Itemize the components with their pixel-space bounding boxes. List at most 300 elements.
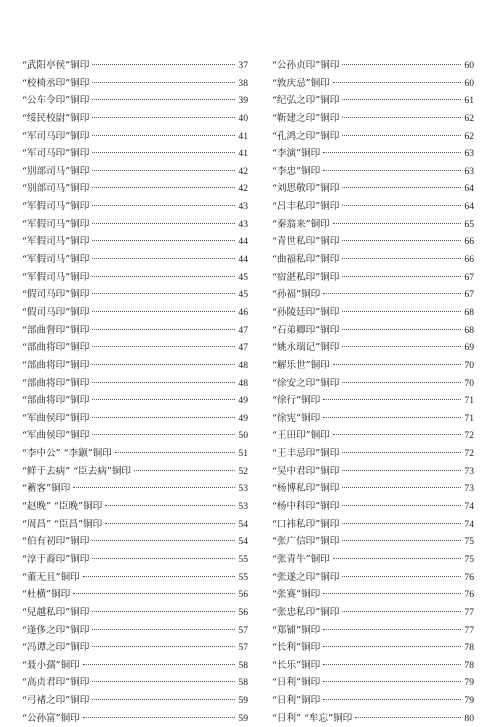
toc-entry-page: 63: [464, 148, 474, 160]
dot-leader: [92, 64, 235, 65]
toc-entry-title: “王田印”铜印: [272, 430, 330, 442]
dot-leader: [342, 64, 461, 65]
toc-entry-page: 61: [464, 95, 474, 107]
dot-leader: [92, 135, 235, 136]
toc-entry-title: “高贞君印”铜印: [22, 677, 90, 689]
dot-leader: [92, 382, 235, 383]
toc-entry-page: 75: [464, 536, 474, 548]
dot-leader: [323, 681, 461, 682]
toc-entry-title: “部曲督印”铜印: [22, 324, 90, 336]
toc-entry-title: “部曲将印”铜印: [22, 377, 90, 389]
toc-entry-title: “长利”铜印: [272, 642, 321, 654]
toc-entry-page: 54: [238, 518, 248, 530]
toc-entry: [272, 480, 474, 498]
toc-entry-page: 56: [238, 589, 248, 601]
toc-entry-page: 77: [464, 624, 474, 636]
dot-leader: [92, 152, 235, 153]
toc-entry-title: “弓褚之印”铜印: [22, 695, 90, 707]
toc-entry-title: “王丰忌印”铜印: [272, 448, 340, 460]
dot-leader: [115, 452, 236, 453]
toc-entry: [272, 445, 474, 463]
toc-entry-title: “公孙贞印”铜印: [272, 60, 340, 71]
dot-leader: [92, 364, 235, 365]
toc-entry: [22, 445, 248, 463]
toc-entry-title: “赵晚” “臣晚”铜印: [22, 501, 103, 513]
dot-leader: [92, 205, 235, 206]
dot-leader: [92, 434, 235, 435]
dot-leader: [333, 434, 462, 435]
toc-entry-page: 40: [238, 112, 248, 124]
toc-entry: [272, 692, 474, 710]
toc-entry: [22, 639, 248, 657]
toc-entry: [22, 322, 248, 340]
toc-entry: [22, 286, 248, 304]
toc-entry-page: 48: [238, 359, 248, 371]
toc-entry: [272, 233, 474, 251]
toc-entry-title: “假司马印”铜印: [22, 289, 90, 301]
toc-entry: [272, 339, 474, 357]
toc-entry: [272, 392, 474, 410]
toc-entry-title: “徐安之印”铜印: [272, 377, 340, 389]
toc-entry-page: 57: [238, 624, 248, 636]
dot-leader: [105, 505, 235, 506]
dot-leader: [342, 576, 461, 577]
toc-entry-title: “聂小孺”铜印: [22, 659, 80, 671]
toc-entry: [22, 145, 248, 163]
toc-entry-page: 74: [464, 501, 474, 513]
toc-entry: [272, 622, 474, 640]
toc-entry: [272, 463, 474, 481]
toc-entry-page: 53: [238, 501, 248, 513]
toc-entry-title: “曲福私印”铜印: [272, 254, 340, 266]
dot-leader: [92, 646, 235, 647]
toc-entry: [272, 533, 474, 551]
toc-entry-title: “军司马印”铜印: [22, 130, 90, 142]
dot-leader: [92, 399, 235, 400]
toc-entry-page: 73: [464, 483, 474, 495]
toc-entry-title: “逢侈之印”铜印: [22, 624, 90, 636]
toc-entry-title: “口祎私印”铜印: [272, 518, 340, 530]
toc-entry-page: 42: [238, 183, 248, 195]
toc-entry-page: 37: [238, 60, 248, 71]
toc-entry: [22, 551, 248, 569]
toc-entry-title: “孙陵廷印”铜印: [272, 306, 340, 318]
toc-entry-page: 62: [464, 112, 474, 124]
toc-entry-page: 49: [238, 412, 248, 424]
toc-entry-page: 66: [464, 254, 474, 266]
toc-entry-page: 43: [238, 201, 248, 213]
toc-entry-page: 73: [464, 465, 474, 477]
toc-entry-page: 59: [238, 712, 248, 724]
toc-entry-title: “孔鸿之印”铜印: [272, 130, 340, 142]
toc-entry: [272, 145, 474, 163]
toc-entry-title: “日利”铜印: [272, 677, 321, 689]
toc-entry: [272, 410, 474, 428]
toc-entry-title: “鲜于去病” “臣去病”铜印: [22, 465, 132, 477]
toc-entry-title: “李演”铜印: [272, 148, 321, 160]
toc-entry: [272, 251, 474, 269]
toc-column-right: [272, 57, 474, 727]
toc-entry-page: 74: [464, 518, 474, 530]
toc-entry: [272, 216, 474, 234]
toc-entry-title: “周昌” “臣昌”铜印: [22, 518, 103, 530]
dot-leader: [342, 452, 461, 453]
toc-entry: [22, 692, 248, 710]
toc-entry-title: “徐宪”铜印: [272, 412, 321, 424]
toc-entry: [272, 427, 474, 445]
toc-entry-page: 49: [238, 395, 248, 407]
dot-leader: [323, 699, 461, 700]
dot-leader: [92, 681, 235, 682]
toc-entry: [22, 75, 248, 93]
toc-entry-page: 41: [238, 148, 248, 160]
toc-entry-title: “军假司马”铜印: [22, 254, 90, 266]
dot-leader: [342, 135, 461, 136]
toc-entry: [22, 604, 248, 622]
dot-leader: [342, 205, 461, 206]
dot-leader: [92, 240, 235, 241]
toc-entry-title: “徐行”铜印: [272, 395, 321, 407]
toc-entry-title: “解乐世”铜印: [272, 359, 330, 371]
toc-entry: [272, 75, 474, 93]
toc-entry-title: “张遂之印”铜印: [272, 571, 340, 583]
toc-entry: [22, 304, 248, 322]
dot-leader: [73, 487, 235, 488]
toc-entry-title: “别部司马”铜印: [22, 183, 90, 195]
toc-entry-title: “青世私印”铜印: [272, 236, 340, 248]
toc-entry: [22, 216, 248, 234]
dot-leader: [323, 293, 461, 294]
toc-entry-title: “日利”铜印: [272, 695, 321, 707]
dot-leader: [92, 117, 235, 118]
toc-entry-page: 45: [238, 271, 248, 283]
dot-leader: [323, 664, 461, 665]
toc-entry-page: 44: [238, 236, 248, 248]
toc-entry-title: “孙福”铜印: [272, 289, 321, 301]
toc-entry-page: 64: [464, 201, 474, 213]
toc-entry-page: 60: [464, 60, 474, 71]
toc-entry: [22, 480, 248, 498]
toc-entry-page: 42: [238, 165, 248, 177]
dot-leader: [342, 540, 461, 541]
dot-leader: [333, 223, 462, 224]
toc-entry-page: 68: [464, 324, 474, 336]
toc-entry: [272, 551, 474, 569]
toc-entry-page: 69: [464, 342, 474, 354]
dot-leader: [92, 99, 235, 100]
toc-entry: [22, 198, 248, 216]
dot-leader: [342, 329, 461, 330]
toc-entry-page: 67: [464, 289, 474, 301]
toc-entry-page: 70: [464, 377, 474, 389]
toc-entry-page: 76: [464, 589, 474, 601]
dot-leader: [333, 82, 462, 83]
dot-leader: [342, 240, 461, 241]
dot-leader: [323, 417, 461, 418]
toc-entry: [22, 375, 248, 393]
toc-entry-title: “部曲将印”铜印: [22, 359, 90, 371]
toc-entry-title: “武阳亭侯”铜印: [22, 60, 90, 71]
toc-entry-page: 71: [464, 412, 474, 424]
toc-entry-page: 60: [464, 77, 474, 89]
toc-entry: [22, 269, 248, 287]
toc-entry-page: 55: [238, 553, 248, 565]
toc-entry-title: “淳于裔印”铜印: [22, 553, 90, 565]
toc-entry-page: 80: [464, 712, 474, 724]
toc-entry: [272, 57, 474, 75]
toc-entry-title: “纪弘之印”铜印: [272, 95, 340, 107]
toc-entry-page: 50: [238, 430, 248, 442]
dot-leader: [92, 170, 235, 171]
toc-entry-title: “杨中科印”铜印: [272, 501, 340, 513]
dot-leader: [92, 540, 235, 541]
toc-entry-title: “吴中君印”铜印: [272, 465, 340, 477]
toc-entry-title: “军曲侯印”铜印: [22, 430, 90, 442]
toc-entry-title: “假司马印”铜印: [22, 306, 90, 318]
dot-leader: [342, 470, 461, 471]
dot-leader: [342, 346, 461, 347]
toc-entry-title: “日利” “牟忘”铜印: [272, 712, 353, 724]
dot-leader: [342, 258, 461, 259]
toc-entry-title: “董无且”铜印: [22, 571, 80, 583]
toc-entry: [272, 128, 474, 146]
toc-entry-page: 62: [464, 130, 474, 142]
toc-entry: [22, 674, 248, 692]
toc-entry-page: 65: [464, 218, 474, 230]
toc-entry: [22, 251, 248, 269]
toc-entry: [22, 392, 248, 410]
toc-entry-page: 54: [238, 536, 248, 548]
toc-entry: [272, 710, 474, 727]
toc-entry: [22, 163, 248, 181]
toc-entry: [22, 180, 248, 198]
toc-entry-title: “军曲侯印”铜印: [22, 412, 90, 424]
toc-entry-page: 52: [238, 465, 248, 477]
toc-entry: [22, 498, 248, 516]
toc-entry: [22, 128, 248, 146]
toc-entry: [22, 586, 248, 604]
toc-entry-title: “军假司马”铜印: [22, 236, 90, 248]
dot-leader: [342, 99, 461, 100]
toc-entry: [272, 498, 474, 516]
toc-entry-page: 53: [238, 483, 248, 495]
dot-leader: [323, 593, 461, 594]
toc-entry: [272, 304, 474, 322]
toc-entry-page: 59: [238, 695, 248, 707]
toc-entry-page: 51: [238, 448, 248, 460]
toc-entry: [272, 110, 474, 128]
toc-entry-title: “军假司马”铜印: [22, 218, 90, 230]
toc-entry-title: “伯有初印”铜印: [22, 536, 90, 548]
toc-entry: [272, 604, 474, 622]
toc-entry-page: 58: [238, 677, 248, 689]
toc-entry-page: 72: [464, 430, 474, 442]
toc-entry-title: “杜横”铜印: [22, 589, 71, 601]
dot-leader: [134, 470, 235, 471]
toc-column-left: [22, 57, 248, 727]
toc-entry: [22, 463, 248, 481]
toc-entry: [272, 198, 474, 216]
toc-entry: [272, 516, 474, 534]
toc-entry-page: 47: [238, 342, 248, 354]
dot-leader: [92, 258, 235, 259]
toc-entry-page: 63: [464, 165, 474, 177]
toc-entry: [22, 622, 248, 640]
toc-entry-title: “敦庆忌”铜印: [272, 77, 330, 89]
toc-entry: [22, 516, 248, 534]
toc-entry-page: 70: [464, 359, 474, 371]
toc-entry: [272, 322, 474, 340]
toc-entry-title: “吕丰私印”铜印: [272, 201, 340, 213]
dot-leader: [323, 629, 461, 630]
dot-leader: [83, 717, 236, 718]
toc-entry-title: “石弟卿印”铜印: [272, 324, 340, 336]
dot-leader: [92, 276, 235, 277]
toc-entry-title: “秦翁来”铜印: [272, 218, 330, 230]
toc-entry-page: 66: [464, 236, 474, 248]
dot-leader: [323, 646, 461, 647]
toc-entry-page: 68: [464, 306, 474, 318]
toc-entry-title: “公车令印”铜印: [22, 95, 90, 107]
dot-leader: [323, 170, 461, 171]
toc-entry: [272, 569, 474, 587]
toc-entry: [22, 339, 248, 357]
toc-entry: [22, 657, 248, 675]
toc-entry: [22, 57, 248, 75]
toc-entry-title: “李中公” “李颛”铜印: [22, 448, 112, 460]
toc-entry-page: 71: [464, 395, 474, 407]
toc-entry-page: 45: [238, 289, 248, 301]
dot-leader: [333, 364, 462, 365]
toc-entry-page: 57: [238, 642, 248, 654]
toc-entry: [22, 569, 248, 587]
toc-entry-page: 58: [238, 659, 248, 671]
dot-leader: [342, 611, 461, 612]
toc-entry-page: 55: [238, 571, 248, 583]
toc-entry-title: “部曲将印”铜印: [22, 395, 90, 407]
toc-entry-page: 72: [464, 448, 474, 460]
toc-entry-title: “郑铺”铜印: [272, 624, 321, 636]
toc-entry-page: 39: [238, 95, 248, 107]
toc-entry-title: “杨博私印”铜印: [272, 483, 340, 495]
dot-leader: [92, 346, 235, 347]
dot-leader: [105, 523, 235, 524]
dot-leader: [83, 664, 236, 665]
toc-entry-title: “靳建之印”铜印: [272, 112, 340, 124]
toc-entry-title: “张赛”铜印: [272, 589, 321, 601]
dot-leader: [92, 293, 235, 294]
dot-leader: [342, 382, 461, 383]
dot-leader: [342, 117, 461, 118]
toc-entry: [272, 269, 474, 287]
toc-entry-title: “宿湛私印”铜印: [272, 271, 340, 283]
toc-entry-title: “刘思敬印”铜印: [272, 183, 340, 195]
dot-leader: [342, 311, 461, 312]
toc-entry-page: 78: [464, 642, 474, 654]
toc-entry: [272, 586, 474, 604]
toc-entry-title: “长乐”铜印: [272, 659, 321, 671]
toc-entry: [22, 110, 248, 128]
toc-entry-title: “张广信印”铜印: [272, 536, 340, 548]
toc-entry-page: 76: [464, 571, 474, 583]
toc-entry-title: “冯谭之印”铜印: [22, 642, 90, 654]
toc-entry-title: “部曲将印”铜印: [22, 342, 90, 354]
dot-leader: [92, 223, 235, 224]
toc-entry-title: “别部司马”铜印: [22, 165, 90, 177]
toc-entry-title: “校椅丞印”铜印: [22, 77, 90, 89]
dot-leader: [323, 399, 461, 400]
dot-leader: [92, 311, 235, 312]
toc-entry: [22, 233, 248, 251]
toc-entry-page: 38: [238, 77, 248, 89]
toc-entry-page: 48: [238, 377, 248, 389]
toc-entry-page: 47: [238, 324, 248, 336]
toc-entry-title: “姚永瑞记”铜印: [272, 342, 340, 354]
toc-entry-title: “公孙富”铜印: [22, 712, 80, 724]
toc-entry: [272, 375, 474, 393]
toc-entry-title: “蓄客”铜印: [22, 483, 71, 495]
dot-leader: [342, 276, 461, 277]
dot-leader: [83, 576, 236, 577]
dot-leader: [333, 558, 462, 559]
toc-entry-title: “张青牛”铜印: [272, 553, 330, 565]
toc-entry: [272, 163, 474, 181]
toc-entry-page: 79: [464, 677, 474, 689]
toc-entry-page: 41: [238, 130, 248, 142]
toc-entry-page: 43: [238, 218, 248, 230]
toc-entry: [22, 410, 248, 428]
toc-entry-title: “军假司马”铜印: [22, 201, 90, 213]
toc-entry: [272, 639, 474, 657]
toc-entry-title: “绥民校尉”铜印: [22, 112, 90, 124]
toc-entry-page: 56: [238, 606, 248, 618]
toc-entry: [272, 674, 474, 692]
dot-leader: [73, 593, 235, 594]
toc-entry-page: 46: [238, 306, 248, 318]
toc-entry-title: “张忠私印”铜印: [272, 606, 340, 618]
dot-leader: [92, 611, 235, 612]
dot-leader: [342, 187, 461, 188]
dot-leader: [92, 629, 235, 630]
toc-entry-page: 77: [464, 606, 474, 618]
toc-entry-title: “兒越私印”铜印: [22, 606, 90, 618]
toc-entry-page: 75: [464, 553, 474, 565]
toc-entry-page: 64: [464, 183, 474, 195]
dot-leader: [342, 523, 461, 524]
dot-leader: [92, 82, 235, 83]
toc-entry: [272, 286, 474, 304]
toc-entry-page: 44: [238, 254, 248, 266]
toc-entry: [272, 92, 474, 110]
toc-entry: [272, 357, 474, 375]
dot-leader: [92, 699, 235, 700]
toc-entry-page: 79: [464, 695, 474, 707]
dot-leader: [92, 187, 235, 188]
toc-entry-title: “军假司马”铜印: [22, 271, 90, 283]
dot-leader: [92, 329, 235, 330]
toc-entry-title: “李忠”铜印: [272, 165, 321, 177]
dot-leader: [342, 505, 461, 506]
dot-leader: [355, 717, 461, 718]
toc-entry-page: 78: [464, 659, 474, 671]
toc-entry: [22, 710, 248, 727]
toc-entry: [22, 92, 248, 110]
toc-entry: [22, 533, 248, 551]
dot-leader: [323, 152, 461, 153]
dot-leader: [92, 417, 235, 418]
toc-entry: [22, 357, 248, 375]
dot-leader: [342, 487, 461, 488]
